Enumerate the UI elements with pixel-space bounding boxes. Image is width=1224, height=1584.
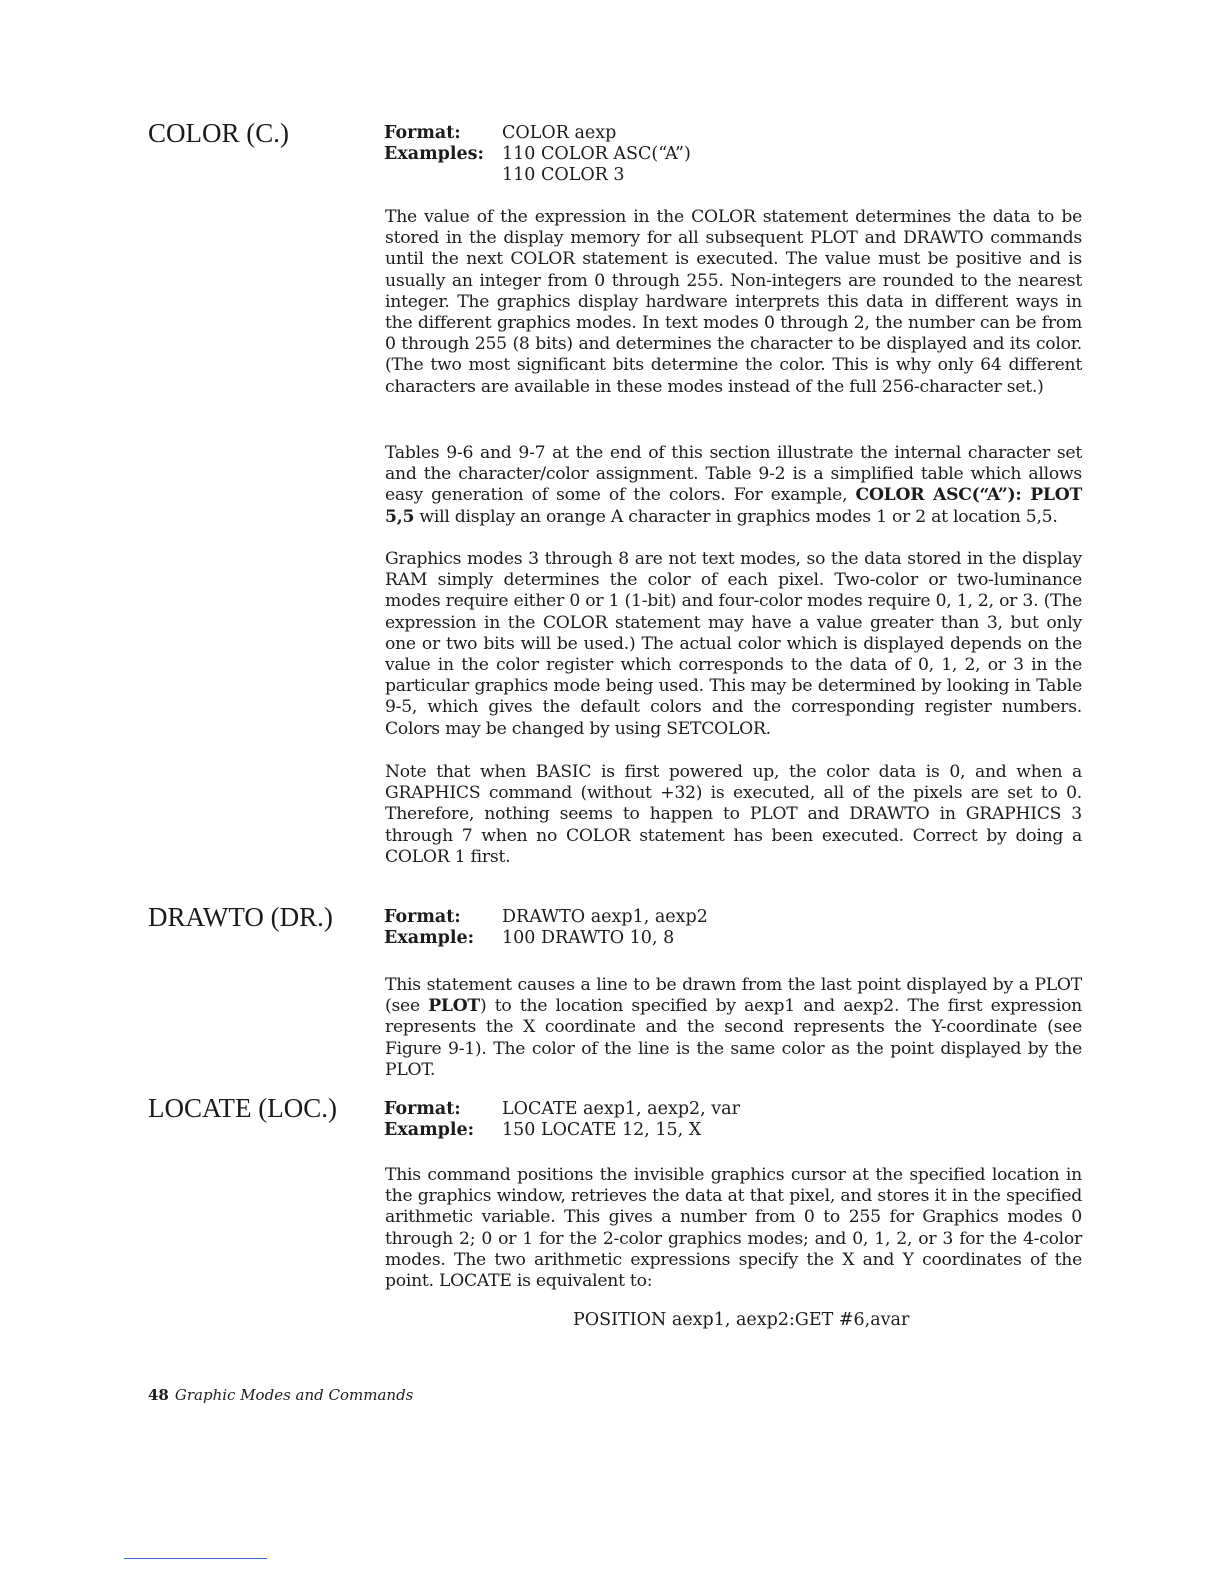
example-line: 100 DRAWTO 10, 8 [502, 928, 675, 948]
examples-label: Examples: [384, 144, 484, 164]
color-paragraph-3: Graphics modes 3 through 8 are not text modes, so the data stored in the display RAM simply determines the color of each pixel. Two-color or two-luminance modes require either 0 or 1 (1-bit) and four-color modes require 0, 1, 2, or 3. (The expression in the COLOR statement may have a value greater than 3, but only one or two bits will be used.) The actual color which is displayed depends on the value in the color register which corresponds to the data of 0, 1, 2, or 3 in the particular graphics mode being used. This may be determined by looking in Table 9-5, which gives the default colors and the corresponding register numbers. Colors may be changed by using SETCOLOR. [385, 549, 1082, 739]
color-paragraph-2: Tables 9-6 and 9-7 at the end of this section illustrate the internal character set and the character/color assignment. Table 9-2 is a simplified table which allows easy generation of some of the colors. For example, COLOR ASC(“A”): PLOT 5,5 will display an orange A character in graphics modes 1 or 2 at location 5,5. [385, 443, 1082, 527]
format-label: Format: [384, 1099, 461, 1119]
color-paragraph-1: The value of the expression in the COLOR statement determines the data to be stored in the display memory for all subsequent PLOT and DRAWTO commands until the next COLOR statement is executed. The value must be positive and is usually an integer from 0 through 255. Non-integers are rounded to the nearest integer. The graphics display hardware interprets this data in different ways in the different graphics modes. In text modes 0 through 2, the number can be from 0 through 255 (8 bits) and determines the character to be displayed and its color. (The two most significant bits determine the color. This is why only 64 different characters are available in these modes instead of the full 256-character set.) [385, 207, 1082, 397]
color-format-block [384, 123, 1104, 186]
locate-format-block [384, 1099, 1104, 1141]
drawto-paragraph: This statement causes a line to be drawn from the last point displayed by a PLOT (see PLOT) to the location specified by aexp1 and aexp2. The first expression represents the X coordinate and the second represents the Y-coordinate (see Figure 9-1). The color of the line is the same color as the point displayed by the PLOT. [385, 975, 1082, 1080]
bottom-rule [124, 1558, 267, 1559]
format-value: LOCATE aexp1, aexp2, var [502, 1099, 740, 1119]
inline-code-bold: COLOR ASC(“A”): PLOT 5,5 [385, 485, 1082, 527]
drawto-format-block [384, 907, 1104, 949]
chapter-title: Graphic Modes and Commands [174, 1386, 414, 1404]
example-line: 110 COLOR 3 [502, 165, 625, 185]
page-footer [148, 1386, 413, 1404]
section-heading-locate: LOCATE (LOC.) [148, 1093, 337, 1123]
inline-code-bold: PLOT [428, 996, 480, 1017]
format-label: Format: [384, 123, 461, 143]
format-value: COLOR aexp [502, 123, 617, 143]
example-label: Example: [384, 928, 475, 948]
example-line: 110 COLOR ASC(“A”) [502, 144, 691, 164]
locate-equivalent-code: POSITION aexp1, aexp2:GET #6,avar [573, 1310, 910, 1330]
section-heading-drawto: DRAWTO (DR.) [148, 902, 333, 932]
section-heading-color: COLOR (C.) [148, 118, 289, 148]
format-value: DRAWTO aexp1, aexp2 [502, 907, 708, 927]
example-label: Example: [384, 1120, 475, 1140]
example-line: 150 LOCATE 12, 15, X [502, 1120, 702, 1140]
page-number: 48 [148, 1386, 169, 1404]
locate-paragraph: This command positions the invisible graphics cursor at the specified location in the graphics window, retrieves the data at that pixel, and stores it in the specified arithmetic variable. This gives a number from 0 to 255 for Graphics modes 0 through 2; 0 or 1 for the 2-color graphics modes; and 0, 1, 2, or 3 for the 4-color modes. The two arithmetic expressions specify the X and Y coordinates of the point. LOCATE is equivalent to: [385, 1165, 1082, 1292]
format-label: Format: [384, 907, 461, 927]
color-paragraph-4: Note that when BASIC is first powered up, the color data is 0, and when a GRAPHICS command (without +32) is executed, all of the pixels are set to 0. Therefore, nothing seems to happen to PLOT and DRAWTO in GRAPHICS 3 through 7 when no COLOR statement has been executed. Correct by doing a COLOR 1 first. [385, 762, 1082, 867]
